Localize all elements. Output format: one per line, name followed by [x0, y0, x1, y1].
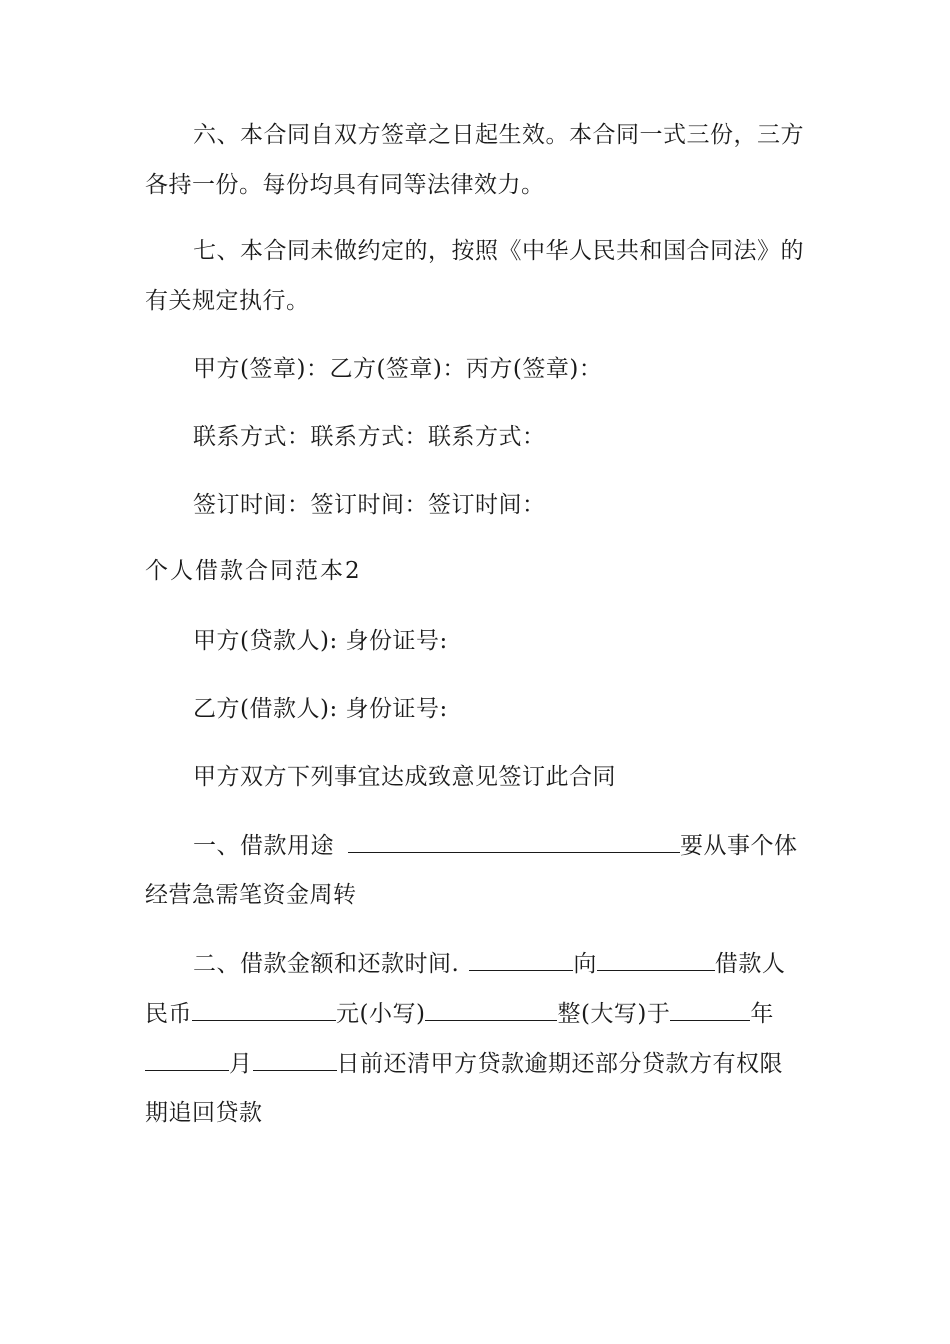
year-blank	[670, 998, 750, 1021]
clause-1-line-2: 经营急需笔资金周转	[145, 882, 357, 908]
clause-2-minbi: 民币	[145, 1001, 192, 1027]
clause-2-label: 二、借款金额和还款时间.	[193, 951, 460, 977]
clause-2-line-4: 期追回贷款	[145, 1100, 263, 1126]
agreement-intro: 甲方双方下列事宜达成致意见签订此合同	[193, 764, 616, 790]
clause-2-yuan-xiao: 元(小写)	[336, 1001, 426, 1027]
clause-1-after-blank: 要从事个体	[680, 833, 798, 859]
amount-lowercase-blank	[192, 998, 336, 1021]
clause-6-line-2: 各持一份。每份均具有同等法律效力。	[145, 172, 545, 198]
section-title: 个人借款合同范本2	[145, 558, 362, 584]
party-b-line: 乙方(借款人): 身份证号:	[193, 696, 448, 722]
clause-2-nian: 年	[750, 1001, 774, 1027]
month-blank	[145, 1048, 229, 1071]
borrower-blank	[597, 948, 715, 971]
signature-line: 甲方(签章)：乙方(签章)：丙方(签章)：	[193, 356, 603, 382]
contact-line: 联系方式：联系方式：联系方式：	[193, 424, 546, 450]
clause-1-line-1	[193, 830, 798, 861]
clause-2-line-3	[145, 1048, 783, 1079]
purpose-blank	[348, 830, 680, 853]
day-blank	[253, 1048, 337, 1071]
clause-2-line-1	[193, 948, 785, 979]
party-a-line: 甲方(贷款人): 身份证号:	[193, 628, 448, 654]
clause-2-yue: 月	[229, 1051, 253, 1077]
clause-2-xiang: 向	[573, 951, 597, 977]
clause-7-line-1: 七、本合同未做约定的，按照《中华人民共和国合同法》的	[193, 238, 804, 264]
sign-date-line: 签订时间：签订时间：签订时间：	[193, 492, 546, 518]
clause-2-zheng-da: 整(大写)于	[557, 1001, 671, 1027]
clause-2-jiekuanren: 借款人	[714, 951, 786, 977]
clause-2-line-2	[145, 998, 774, 1029]
clause-7-line-2: 有关规定执行。	[145, 288, 310, 314]
clause-2-ri-rest: 日前还清甲方贷款逾期还部分贷款方有权限	[336, 1051, 783, 1077]
amount-uppercase-blank	[425, 998, 557, 1021]
lender-blank	[469, 948, 573, 971]
clause-6-line-1: 六、本合同自双方签章之日起生效。本合同一式三份，三方	[193, 122, 804, 148]
clause-1-label: 一、借款用途	[193, 833, 334, 859]
